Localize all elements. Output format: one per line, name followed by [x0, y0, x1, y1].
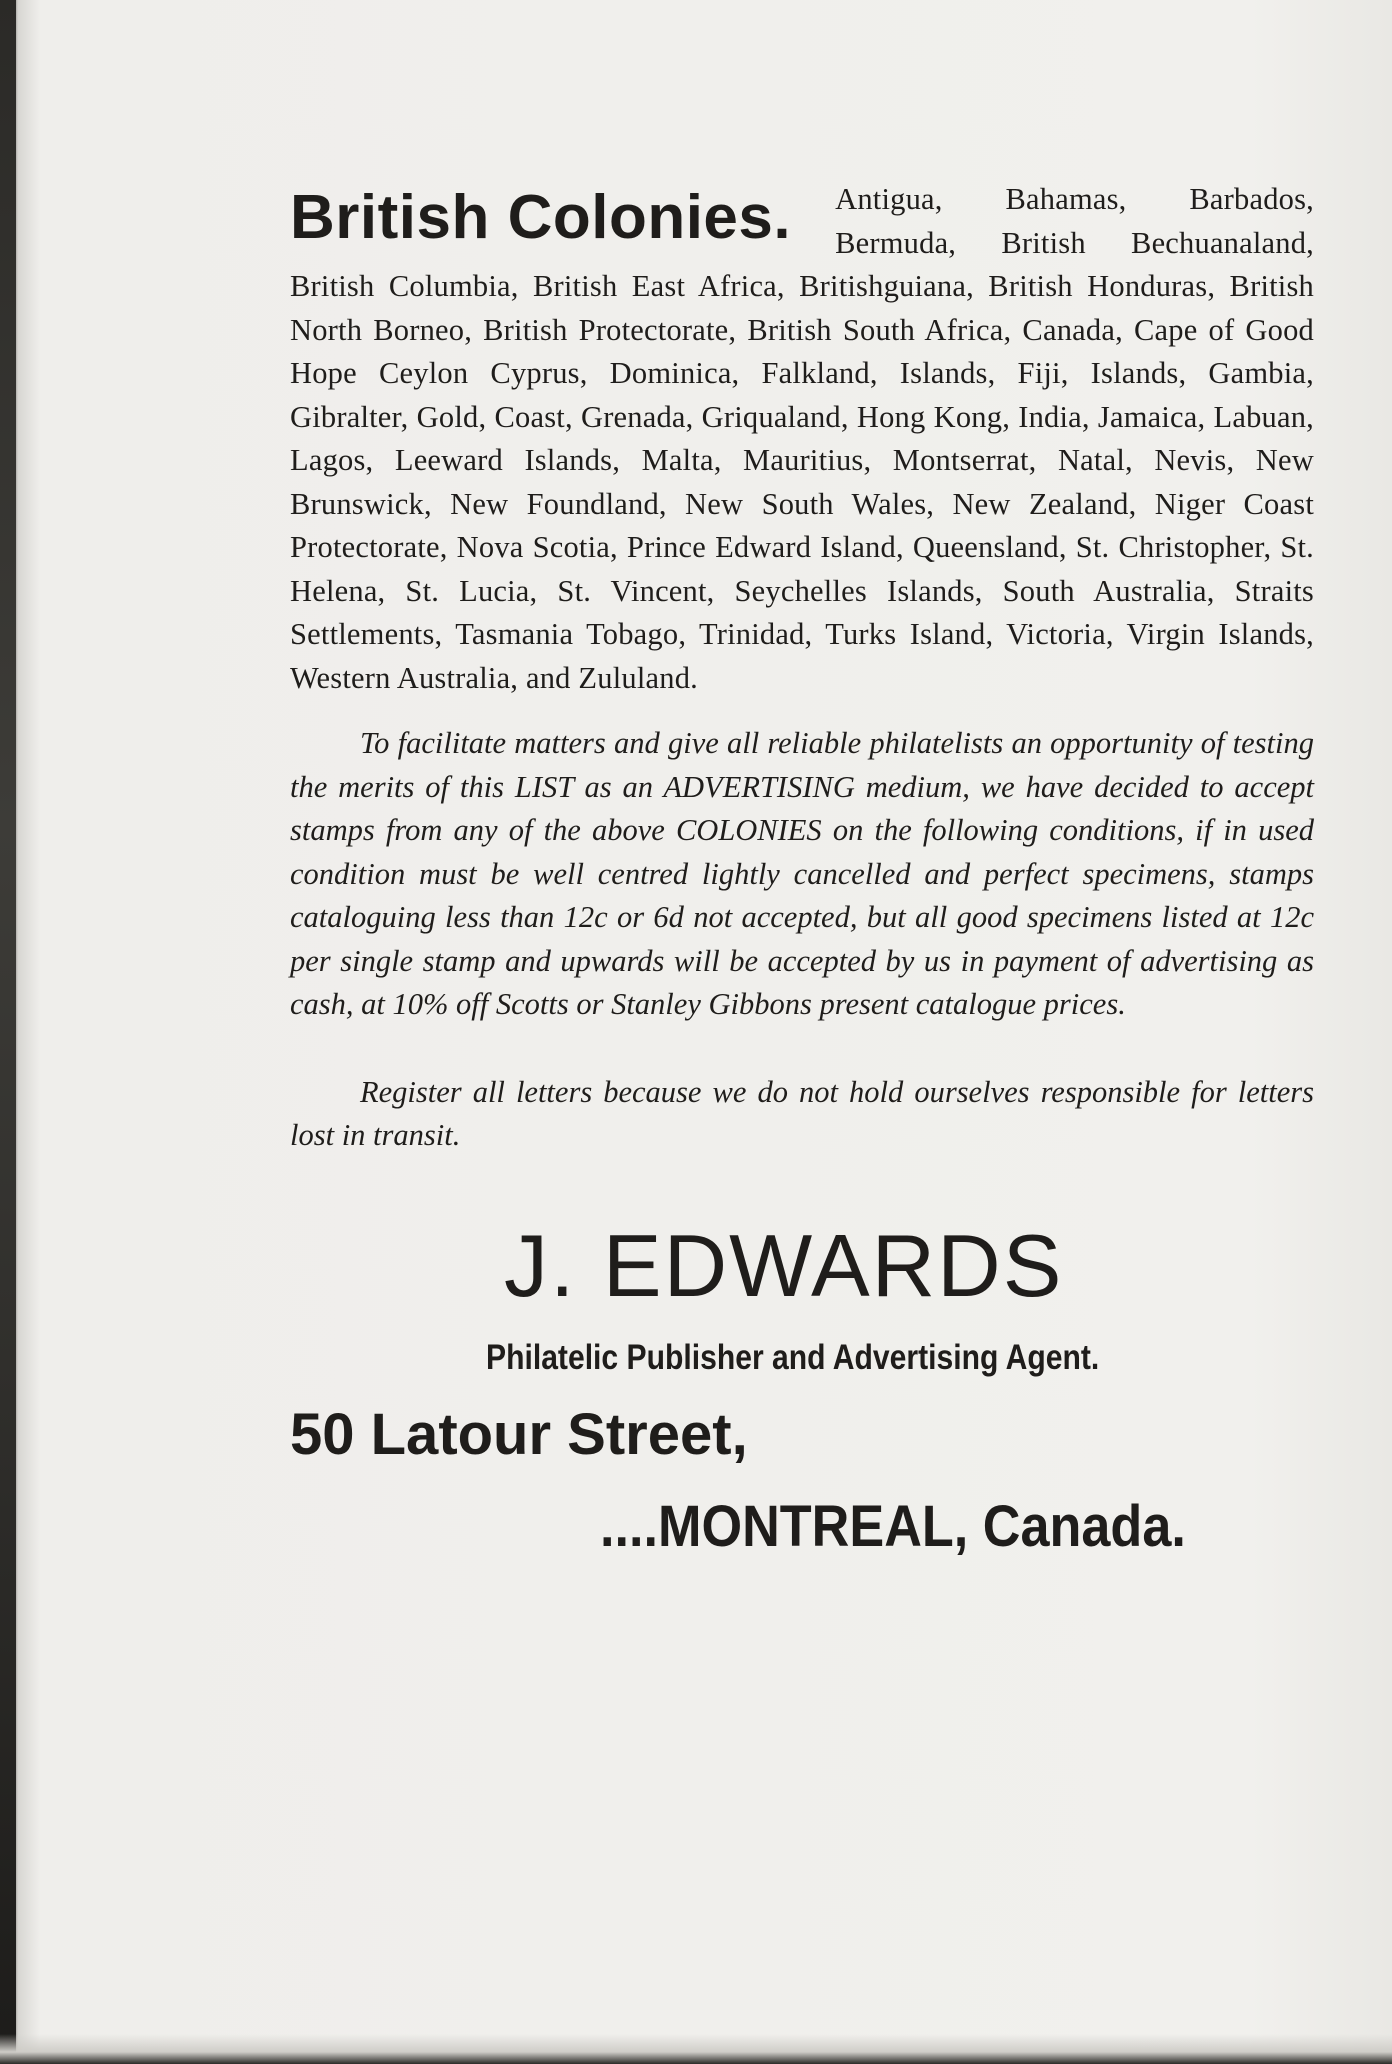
colonies-paragraph: [290, 178, 1314, 700]
publisher-name: J. EDWARDS: [504, 1215, 1064, 1315]
colonies-heading: British Colonies.: [290, 183, 792, 252]
register-notice: Register all letters because we do not hold ourselves responsible for letters lost in transit.: [290, 1074, 1314, 1152]
colonies-list: Antigua, Bahamas, Barbados, Bermuda, British Bechuanaland, British Columbia, British East Africa, Britishguiana, British Honduras, British North Borneo, British Protectorate, British South Africa, Canada, Cape of Good Hope Ceylon Cyprus, Dominica, Falkland, Islands, Fiji, Islands, Gambia, Gibralter, Gold, Coast, Grenada, Griqualand, Hong Kong, India, Jamaica, Labuan, Lagos, Leeward Islands, Malta, Mauritius, Montserrat, Natal, Nevis, New Brunswick, New Foundland, New South Wales, New Zealand, Niger Coast Protectorate, Nova Scotia, Prince Edward Island, Queensland, St. Christopher, St. Helena, St. Lucia, St. Vincent, Seychelles Islands, South Australia, Straits Settlements, Tasmania Tobago, Trinidad, Turks Island, Victoria, Virgin Islands, Western Australia, and Zululand.: [290, 182, 1314, 695]
conditions-paragraph: To facilitate matters and give all reliable philatelists an opportunity of testing the merits of this LIST as an ADVERTISING medium, we have decided to accept stamps from any of the above COLONIES on the following conditions, if in used condition must be well centred lightly cancelled and perfect specimens, stamps cataloguing less than 12c or 6d not accepted, but all good specimens listed at 12c per single stamp and upwards will be accepted by us in payment of advertising as cash, at 10% off Scotts or Stanley Gibbons present catalogue prices.: [290, 726, 1314, 1021]
advertisement-content: [290, 178, 1314, 1562]
page-bottom-edge: [0, 2034, 1392, 2064]
page-binding-edge: [0, 0, 16, 2064]
publisher-title: Philatelic Publisher and Advertising Agent.: [486, 1337, 1100, 1377]
publisher-city: ....MONTREAL, Canada.: [600, 1493, 1186, 1559]
publisher-street: 50 Latour Street,: [290, 1401, 748, 1467]
